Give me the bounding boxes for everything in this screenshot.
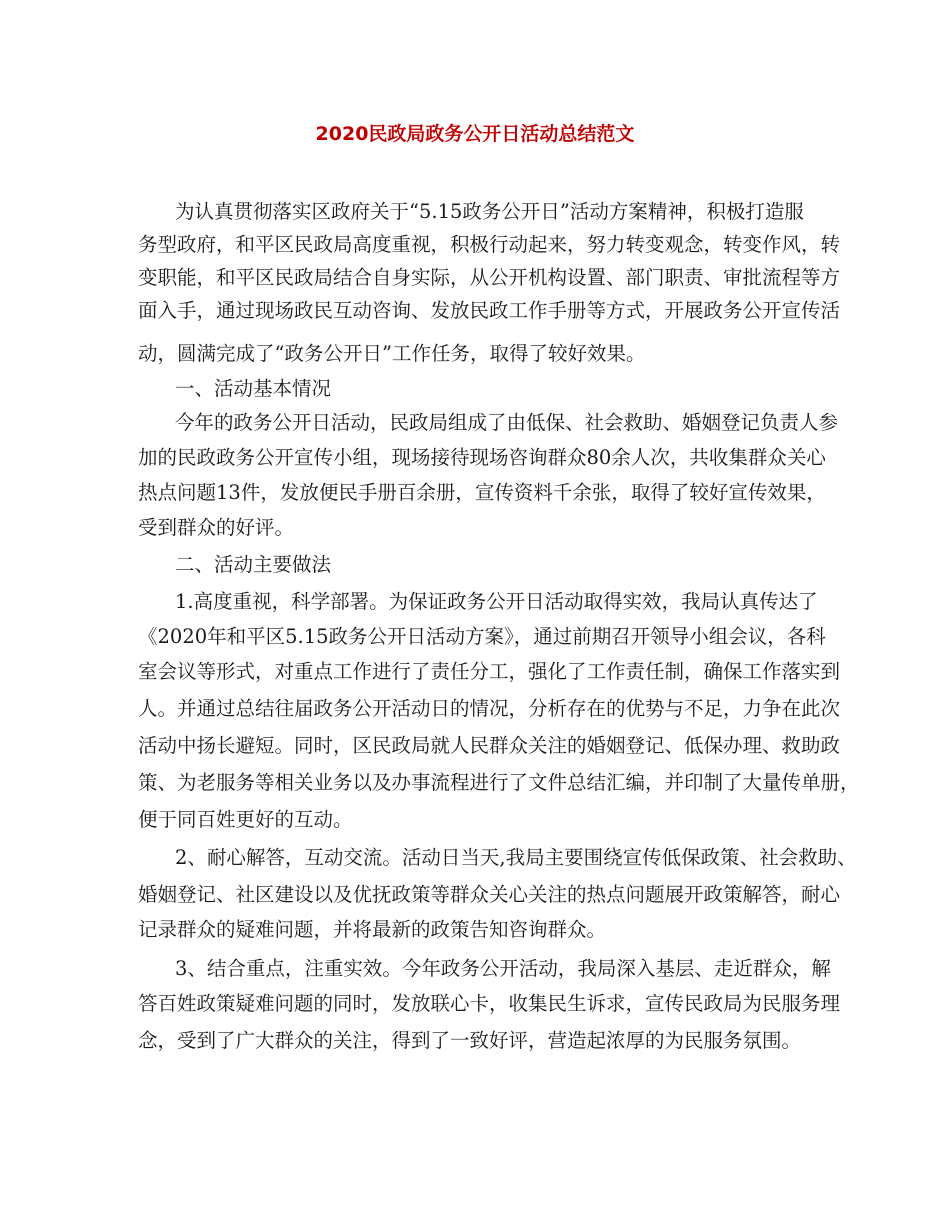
paragraph-line: 动，圆满完成了“政务公开日”工作任务，取得了较好效果。 — [138, 342, 646, 365]
paragraph-line: 变职能，和平区民政局结合自身实际，从公开机构设置、部门职责、审批流程等方 — [138, 266, 841, 289]
paragraph-line: 面入手，通过现场政民互动咨询、发放民政工作手册等方式，开展政务公开宣传活 — [138, 299, 841, 322]
paragraph-line: 加的民政政务公开宣传小组，现场接待现场咨询群众80余人次，共收集群众关心 — [138, 446, 826, 469]
paragraph-line: 为认真贯彻落实区政府关于“5.15政务公开日”活动方案精神，积极打造服 — [175, 200, 804, 223]
paragraph-line: 便于同百姓更好的互动。 — [138, 808, 353, 831]
paragraph-line: 今年的政务公开日活动，民政局组成了由低保、社会救助、婚姻登记负责人参 — [175, 411, 839, 434]
paragraph-line: 答百姓政策疑难问题的同时，发放联心卡，收集民生诉求，宣传民政局为民服务理 — [138, 992, 841, 1015]
paragraph-line: 策、为老服务等相关业务以及办事流程进行了文件总结汇编，并印制了大量传单册， — [138, 771, 860, 794]
section-heading: 二、活动主要做法 — [175, 553, 332, 576]
paragraph-line: 室会议等形式，对重点工作进行了责任分工，强化了工作责任制，确保工作落实到 — [138, 660, 841, 683]
paragraph-line: 人。并通过总结往届政务公开活动日的情况，分析存在的优势与不足，力争在此次 — [138, 697, 841, 720]
document-title: 2020民政局政务公开日活动总结范文 — [315, 123, 635, 145]
paragraph-line: 热点问题13件，发放便民手册百余册，宣传资料千余张，取得了较好宣传效果， — [138, 481, 826, 504]
paragraph-line: 《2020年和平区5.15政务公开日活动方案》，通过前期召开领导小组会议，各科 — [138, 625, 826, 648]
paragraph-line: 务型政府，和平区民政局高度重视，积极行动起来，努力转变观念，转变作风，转 — [138, 233, 841, 256]
paragraph-line: 念，受到了广大群众的关注，得到了一致好评，营造起浓厚的为民服务氛围。 — [138, 1029, 802, 1052]
section-heading: 一、活动基本情况 — [175, 377, 332, 400]
paragraph-line: 记录群众的疑难问题，并将最新的政策告知咨询群众。 — [138, 918, 607, 941]
paragraph-line: 1.高度重视，科学部署。为保证政务公开日活动取得实效，我局认真传达了 — [175, 590, 818, 613]
paragraph-line: 婚姻登记、社区建设以及优抚政策等群众关心关注的热点问题展开政策解答，耐心 — [138, 883, 841, 906]
paragraph-line: 受到群众的好评。 — [138, 516, 295, 539]
paragraph-line: 活动中扬长避短。同时，区民政局就人民群众关注的婚姻登记、低保办理、救助政 — [138, 734, 841, 757]
paragraph-line: 3、结合重点，注重实效。今年政务公开活动，我局深入基层、走近群众，解 — [175, 957, 831, 980]
paragraph-line: 2、耐心解答，互动交流。活动日当天,我局主要围绕宣传低保政策、社会救助、 — [175, 846, 857, 869]
